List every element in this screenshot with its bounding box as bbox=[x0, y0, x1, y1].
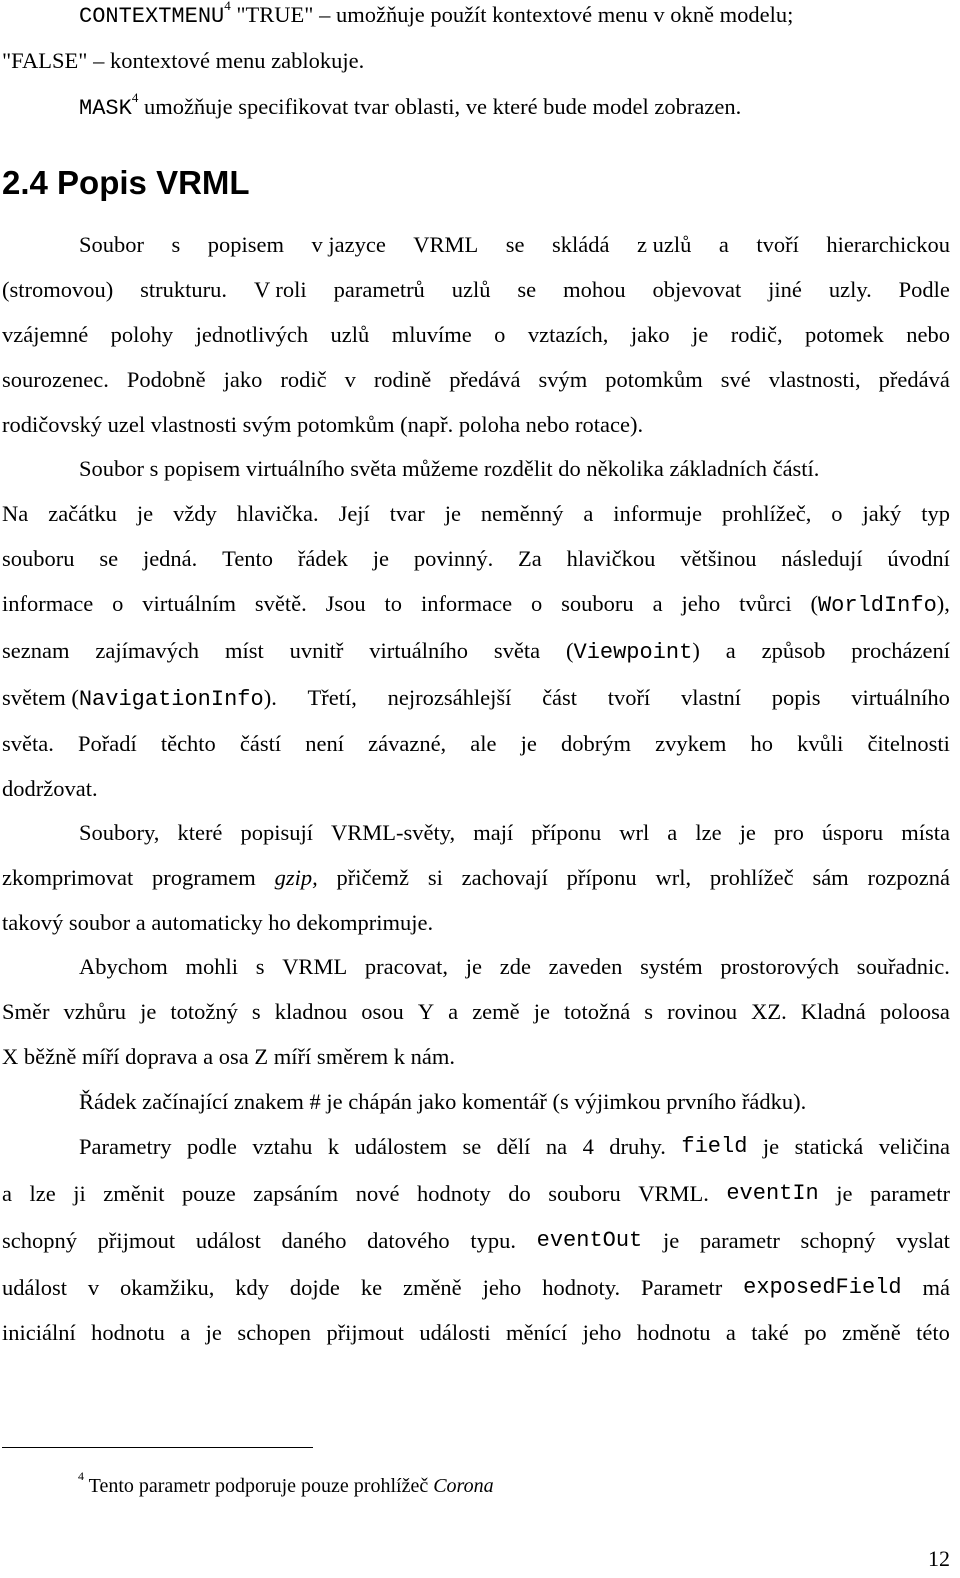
paragraph-line bbox=[2, 1320, 950, 1346]
word: tvoří bbox=[607, 685, 651, 710]
word: je bbox=[444, 501, 461, 526]
word: jeho bbox=[482, 1275, 522, 1300]
word: a bbox=[725, 1320, 736, 1345]
word: začátku bbox=[48, 501, 117, 526]
word: je bbox=[520, 731, 537, 756]
word: Abychom bbox=[79, 954, 168, 979]
word: Pořadí bbox=[77, 731, 137, 756]
word: Kladná bbox=[800, 999, 866, 1024]
word: a bbox=[652, 591, 663, 616]
paragraph-line bbox=[2, 1181, 950, 1207]
word: rodině bbox=[373, 367, 432, 392]
word: Podobně bbox=[126, 367, 206, 392]
word: vlastnosti, bbox=[768, 367, 861, 392]
word: vzájemné bbox=[2, 322, 89, 347]
word: typ bbox=[921, 501, 950, 526]
word: kvůli bbox=[797, 731, 844, 756]
word: pracovat, bbox=[364, 954, 449, 979]
word: virtuálním bbox=[142, 591, 236, 616]
footnote-separator bbox=[2, 1447, 313, 1448]
word: přijmout bbox=[326, 1320, 404, 1345]
word: prohlížeč, bbox=[721, 501, 812, 526]
word: mohou bbox=[563, 277, 626, 302]
paragraph-line: světem (NavigationInfo). Třetí, nejrozsáhlejší část tvoří vlastní popis virtuálního bbox=[2, 685, 950, 712]
paragraph-line bbox=[2, 367, 950, 393]
word: mají bbox=[473, 820, 514, 845]
word: a bbox=[180, 1320, 191, 1345]
paragraph-line bbox=[79, 954, 950, 980]
word: jednotlivých bbox=[195, 322, 309, 347]
section-heading bbox=[2, 164, 250, 202]
word: které bbox=[177, 820, 223, 845]
word: Na bbox=[2, 501, 29, 526]
word: o bbox=[112, 591, 124, 616]
word: tvoří bbox=[756, 232, 799, 257]
word: událostem bbox=[354, 1134, 447, 1159]
word: část bbox=[542, 685, 578, 710]
word: jaký bbox=[862, 501, 902, 526]
word: prohlížeč bbox=[709, 865, 794, 890]
word: příponu bbox=[531, 820, 602, 845]
word: hlavička. bbox=[236, 501, 319, 526]
paragraph-line bbox=[2, 1275, 950, 1301]
word: Y bbox=[417, 999, 435, 1024]
word: v jazyce bbox=[311, 232, 386, 257]
word: mluvíme bbox=[391, 322, 472, 347]
word: částí bbox=[239, 731, 282, 756]
word: mohli bbox=[185, 954, 238, 979]
paragraph-line: seznam zajímavých míst uvnitř virtuálního světa (Viewpoint) a způsob procházení bbox=[2, 638, 950, 665]
word: Tento bbox=[222, 546, 274, 571]
word: si bbox=[427, 865, 443, 890]
word: totožný bbox=[170, 999, 238, 1024]
word: lze bbox=[695, 820, 722, 845]
contextmenu-line bbox=[79, 2, 950, 29]
word: jedná. bbox=[142, 546, 198, 571]
contextmenu-description: "TRUE" – umožňuje použít kontextové menu v okně modelu; bbox=[236, 2, 794, 27]
word: není bbox=[305, 731, 345, 756]
word: sourozenec. bbox=[2, 367, 109, 392]
word: ale bbox=[470, 731, 497, 756]
word: jako bbox=[630, 322, 670, 347]
word: vyslat bbox=[896, 1228, 950, 1253]
word: statická bbox=[794, 1134, 864, 1159]
word: Její bbox=[338, 501, 370, 526]
word: je bbox=[739, 820, 756, 845]
word: VRML. bbox=[638, 1181, 709, 1206]
word: VRML-světy, bbox=[331, 820, 456, 845]
word: je bbox=[140, 999, 157, 1024]
word: příponu bbox=[566, 865, 637, 890]
word: (stromovou) bbox=[2, 277, 114, 302]
word: následují bbox=[781, 546, 863, 571]
section-number: 2.4 bbox=[2, 164, 48, 201]
word: zapsáním bbox=[253, 1181, 339, 1206]
word: po bbox=[804, 1320, 827, 1345]
word: lze bbox=[29, 1181, 56, 1206]
word: s bbox=[251, 999, 261, 1024]
word: je bbox=[836, 1181, 853, 1206]
word: je bbox=[533, 999, 550, 1024]
code-worldinfo: WorldInfo bbox=[817, 593, 937, 618]
page-number: 12 bbox=[928, 1546, 950, 1571]
footnote-number: 4 bbox=[78, 1469, 84, 1483]
word: se bbox=[462, 1134, 482, 1159]
word: druhy. bbox=[609, 1134, 666, 1159]
word: souboru bbox=[561, 591, 634, 616]
word: a bbox=[667, 820, 678, 845]
footnote bbox=[78, 1469, 494, 1498]
paragraph-line bbox=[2, 277, 950, 303]
word: souřadnic. bbox=[856, 954, 950, 979]
word: země bbox=[472, 999, 520, 1024]
word: k bbox=[327, 1134, 340, 1159]
word: úsporu bbox=[821, 820, 884, 845]
code-field: field bbox=[681, 1134, 748, 1159]
paragraph-line bbox=[2, 501, 950, 527]
section-title: Popis VRML bbox=[57, 164, 250, 201]
word: způsob bbox=[761, 638, 826, 663]
word: se bbox=[505, 232, 525, 257]
code-eventin: eventIn bbox=[726, 1181, 819, 1206]
code-navigationinfo: NavigationInfo bbox=[78, 687, 264, 712]
word: se bbox=[99, 546, 119, 571]
word: popisují bbox=[240, 820, 313, 845]
word: s bbox=[644, 999, 654, 1024]
word: a bbox=[718, 232, 729, 257]
word: iniciální bbox=[2, 1320, 76, 1345]
word: ke bbox=[360, 1275, 383, 1300]
word: většinou bbox=[680, 546, 757, 571]
paragraph-line bbox=[79, 1134, 950, 1160]
word: uvnitř bbox=[289, 638, 344, 663]
footnote-ref: 4 bbox=[131, 90, 139, 105]
paragraph-line bbox=[2, 322, 950, 348]
code-viewpoint: Viewpoint bbox=[573, 640, 693, 665]
word: o bbox=[831, 501, 843, 526]
word: je bbox=[465, 954, 482, 979]
word: měnící bbox=[505, 1320, 568, 1345]
word: souboru bbox=[2, 546, 75, 571]
word: seznam bbox=[2, 638, 70, 663]
word: rovinou bbox=[667, 999, 738, 1024]
word: zvykem bbox=[655, 731, 727, 756]
word: povinný. bbox=[413, 546, 494, 571]
word: popisem bbox=[207, 232, 284, 257]
word: své bbox=[720, 367, 751, 392]
paragraph-line: rodičovský uzel vlastnosti svým potomkům (např. poloha nebo rotace). bbox=[2, 412, 644, 437]
word: virtuálního bbox=[369, 638, 468, 663]
paragraph-line: takový soubor a automaticky ho dekomprimuje. bbox=[2, 910, 434, 935]
paragraph-line: dodržovat. bbox=[2, 776, 98, 801]
word: hodnoty. bbox=[542, 1275, 621, 1300]
word: změně bbox=[402, 1275, 462, 1300]
word: totožná bbox=[564, 999, 631, 1024]
word: přijmout bbox=[97, 1228, 176, 1253]
word: v bbox=[87, 1275, 100, 1300]
word: schopný bbox=[800, 1228, 876, 1253]
word: hodnotu bbox=[91, 1320, 165, 1345]
word: pouze bbox=[181, 1181, 236, 1206]
word: je bbox=[372, 546, 389, 571]
paragraph-line: Soubor s popisem virtuálního světa můžeme rozdělit do několika základních částí. bbox=[79, 456, 820, 481]
word: V roli bbox=[253, 277, 307, 302]
word: jiné bbox=[768, 277, 802, 302]
word: procházení bbox=[851, 638, 950, 663]
word: rozpozná bbox=[867, 865, 950, 890]
word: také bbox=[751, 1320, 789, 1345]
word: Soubor bbox=[79, 232, 145, 257]
paragraph-line bbox=[79, 820, 950, 846]
word: programem bbox=[152, 865, 256, 890]
word: tvar bbox=[389, 501, 425, 526]
word: se bbox=[517, 277, 537, 302]
word: svým bbox=[538, 367, 588, 392]
word: 4 bbox=[582, 1134, 594, 1159]
word: nebo bbox=[906, 322, 950, 347]
word: vztazích, bbox=[527, 322, 609, 347]
word: s bbox=[255, 954, 265, 979]
word: podle bbox=[186, 1134, 237, 1159]
word: parametr bbox=[699, 1228, 780, 1253]
paragraph-line bbox=[2, 546, 950, 572]
word: veličina bbox=[878, 1134, 950, 1159]
word: Jsou bbox=[325, 591, 366, 616]
word: VRML bbox=[413, 232, 479, 257]
word: zaveden bbox=[548, 954, 623, 979]
word: zajímavých bbox=[95, 638, 200, 663]
word: předává bbox=[878, 367, 950, 392]
word: zkomprimovat bbox=[2, 865, 134, 890]
word: pro bbox=[773, 820, 804, 845]
word: okamžiku, bbox=[120, 1275, 215, 1300]
word: čitelnosti bbox=[867, 731, 950, 756]
word: schopný bbox=[2, 1228, 77, 1253]
word: informuje bbox=[613, 501, 703, 526]
word: jeho bbox=[582, 1320, 622, 1345]
word: neměnný bbox=[480, 501, 564, 526]
word: VRML bbox=[282, 954, 348, 979]
word: řádek bbox=[297, 546, 348, 571]
word: souboru bbox=[548, 1181, 621, 1206]
code-eventout: eventOut bbox=[536, 1228, 643, 1253]
paragraph-line: Řádek začínající znakem # je chápán jako komentář (s výjimkou prvního řádku). bbox=[79, 1089, 807, 1114]
word: skládá bbox=[552, 232, 610, 257]
word: a bbox=[2, 1181, 12, 1206]
paragraph-line bbox=[79, 232, 950, 258]
word: úvodní bbox=[887, 546, 950, 571]
word: nejrozsáhlejší bbox=[387, 685, 512, 710]
word: parametrů bbox=[333, 277, 425, 302]
word: těchto bbox=[160, 731, 216, 756]
word: s bbox=[171, 232, 181, 257]
paragraph-line bbox=[2, 865, 950, 891]
word: ho bbox=[750, 731, 773, 756]
word: vždy bbox=[173, 501, 217, 526]
word: v bbox=[344, 367, 356, 392]
paragraph-line: informace o virtuálním světě. Jsou to informace o souboru a jeho tvůrci (WorldInfo), bbox=[2, 591, 950, 618]
word: uzlů bbox=[330, 322, 370, 347]
word: do bbox=[508, 1181, 531, 1206]
word: světě. bbox=[254, 591, 307, 616]
word: světa bbox=[493, 638, 541, 663]
word: a bbox=[448, 999, 459, 1024]
word: datového bbox=[367, 1228, 450, 1253]
word: rodič bbox=[280, 367, 327, 392]
word: světa. bbox=[2, 731, 54, 756]
word: to bbox=[384, 591, 403, 616]
word: dojde bbox=[289, 1275, 340, 1300]
paragraph-line bbox=[2, 999, 950, 1025]
paragraph-line: X běžně míří doprava a osa Z míří směrem k nám. bbox=[2, 1044, 455, 1069]
mask-description: umožňuje specifikovat tvar oblasti, ve které bude model zobrazen. bbox=[143, 94, 742, 119]
word: uzlů bbox=[451, 277, 491, 302]
word: daného bbox=[281, 1228, 347, 1253]
word: hodnotu bbox=[636, 1320, 711, 1345]
word: parametr bbox=[870, 1181, 950, 1206]
word: událost bbox=[2, 1275, 67, 1300]
word: událost bbox=[195, 1228, 261, 1253]
word: této bbox=[916, 1320, 950, 1345]
paragraph-line bbox=[2, 731, 950, 757]
word: systém bbox=[640, 954, 703, 979]
word: jako bbox=[223, 367, 263, 392]
word: ji bbox=[73, 1181, 86, 1206]
word: hodnoty bbox=[416, 1181, 491, 1206]
contextmenu-line-2: "FALSE" – kontextové menu zablokuje. bbox=[2, 48, 365, 73]
word: Soubory, bbox=[79, 820, 160, 845]
code-mask: MASK bbox=[79, 96, 132, 121]
word: a bbox=[583, 501, 594, 526]
word: kladnou bbox=[274, 999, 348, 1024]
word: popis bbox=[771, 685, 821, 710]
word: typu. bbox=[470, 1228, 516, 1253]
word: na bbox=[545, 1134, 568, 1159]
word: kdy bbox=[235, 1275, 270, 1300]
word: o bbox=[494, 322, 506, 347]
word: Podle bbox=[898, 277, 950, 302]
word: polohy bbox=[110, 322, 174, 347]
word: osou bbox=[361, 999, 404, 1024]
word: potomek bbox=[805, 322, 884, 347]
footnote-italic: Corona bbox=[433, 1475, 494, 1497]
word: míst bbox=[224, 638, 264, 663]
word: je bbox=[136, 501, 154, 526]
word: sám bbox=[812, 865, 849, 890]
italic-gzip: gzip, bbox=[274, 865, 318, 890]
word: Parametry bbox=[79, 1134, 172, 1159]
word: uzly. bbox=[828, 277, 872, 302]
mask-line bbox=[79, 90, 950, 121]
word: potomkům bbox=[605, 367, 703, 392]
word: je bbox=[692, 322, 709, 347]
word: informace bbox=[420, 591, 513, 616]
word: je bbox=[205, 1320, 222, 1345]
word: a bbox=[725, 638, 736, 663]
word: předává bbox=[449, 367, 521, 392]
word: z uzlů bbox=[637, 232, 692, 257]
word: prostorových bbox=[720, 954, 840, 979]
word: objevovat bbox=[652, 277, 742, 302]
word: zachovají bbox=[461, 865, 548, 890]
word: události bbox=[419, 1320, 491, 1345]
word: Parametr bbox=[641, 1275, 723, 1300]
word: o bbox=[531, 591, 543, 616]
word: rodič, bbox=[730, 322, 783, 347]
word: jeho bbox=[681, 591, 721, 616]
word: přičemž bbox=[336, 865, 409, 890]
word: schopen bbox=[237, 1320, 312, 1345]
word: hlavičkou bbox=[566, 546, 656, 571]
word: místa bbox=[901, 820, 950, 845]
word: změnit bbox=[103, 1181, 165, 1206]
code-contextmenu: CONTEXTMENU bbox=[79, 4, 225, 29]
word: zde bbox=[499, 954, 531, 979]
word: vlastní bbox=[680, 685, 741, 710]
word: Třetí, bbox=[307, 685, 357, 710]
word: tvůrci bbox=[739, 591, 792, 616]
word: dobrým bbox=[561, 731, 631, 756]
word: Směr bbox=[2, 999, 50, 1024]
paragraph-line bbox=[2, 1228, 950, 1254]
word: závazné, bbox=[368, 731, 447, 756]
word: Za bbox=[518, 546, 542, 571]
word: virtuálního bbox=[851, 685, 950, 710]
word: wrl bbox=[619, 820, 650, 845]
word: poloosa bbox=[879, 999, 950, 1024]
word: strukturu. bbox=[140, 277, 228, 302]
footnote-text: Tento parametr podporuje pouze prohlížeč bbox=[88, 1475, 429, 1497]
word: je bbox=[762, 1134, 780, 1159]
code-exposedfield: exposedField bbox=[743, 1275, 902, 1300]
footnote-ref: 4 bbox=[224, 0, 231, 13]
word: vztahu bbox=[252, 1134, 313, 1159]
word: hierarchickou bbox=[826, 232, 950, 257]
word: dělí bbox=[496, 1134, 531, 1159]
word: wrl, bbox=[655, 865, 692, 890]
word: vzhůru bbox=[63, 999, 127, 1024]
word: je bbox=[662, 1228, 680, 1253]
word: XZ. bbox=[751, 999, 787, 1024]
word: má bbox=[922, 1275, 950, 1300]
word: změně bbox=[842, 1320, 901, 1345]
word: informace bbox=[2, 591, 94, 616]
word: nové bbox=[355, 1181, 400, 1206]
